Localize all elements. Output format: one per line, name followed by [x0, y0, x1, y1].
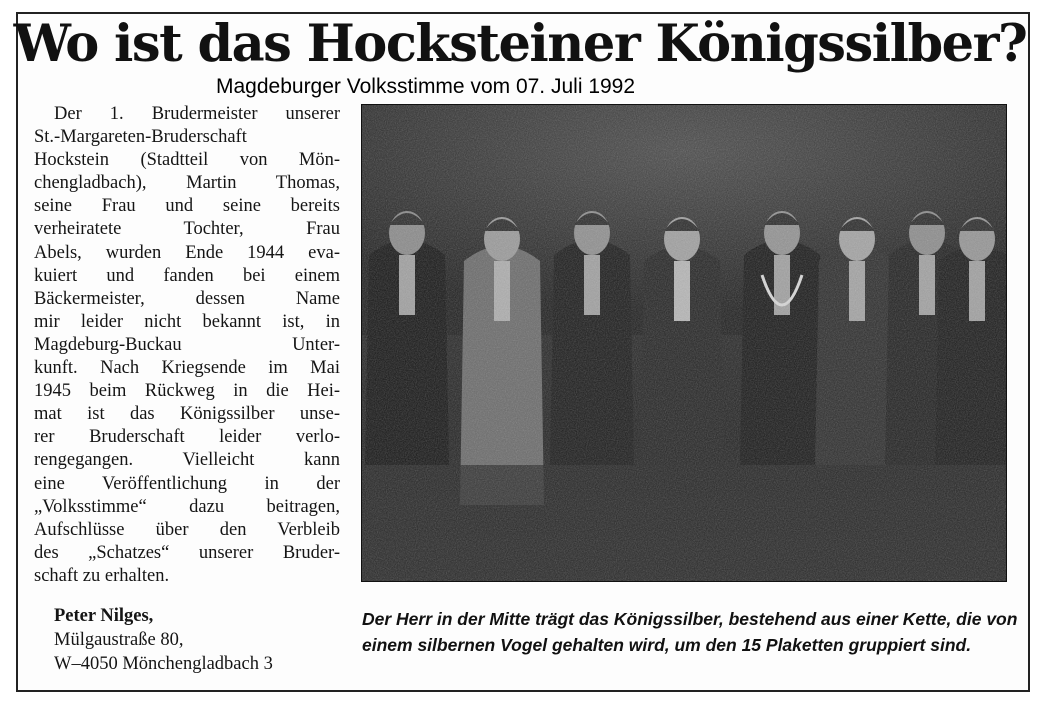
article-line: verheiratete Tochter, Frau	[34, 219, 340, 240]
article-body	[34, 103, 340, 588]
article-line: kunft. Nach Kriegsende im Mai	[34, 358, 340, 379]
article-line: rer Bruderschaft leider verlo-	[34, 427, 340, 448]
signature-block	[54, 604, 354, 676]
article-line: Bäckermeister, dessen Name	[34, 288, 340, 309]
article-line: Hockstein (Stadtteil von Mön-	[34, 150, 340, 171]
article-line: kuiert und fanden bei einem	[34, 265, 340, 286]
article-line: Der 1. Brudermeister unserer	[54, 104, 340, 124]
article-line: schaft zu erhalten.	[34, 565, 170, 586]
article-line: rengegangen. Vielleicht kann	[34, 450, 340, 471]
signature-city: W–4050 Mönchengladbach 3	[54, 654, 273, 674]
article-line: 1945 beim Rückweg in die Hei-	[34, 381, 340, 402]
article-line: chengladbach), Martin Thomas,	[34, 173, 340, 194]
article-line: eine Veröffentlichung in der	[34, 473, 340, 494]
article-line: Abels, wurden Ende 1944 eva-	[34, 242, 340, 263]
signature-name: Peter Nilges,	[54, 606, 154, 626]
article-paragraph	[34, 103, 340, 588]
article-line: Aufschlüsse über den Verbleib	[34, 519, 340, 540]
article-line: Magdeburg-Buckau Unter-	[34, 334, 340, 355]
group-photo	[361, 104, 1007, 582]
headline: Wo ist das Hocksteiner Königssilber?	[13, 14, 1027, 74]
signature-street: Mülgaustraße 80,	[54, 630, 184, 650]
article-line: mat ist das Königssilber unse-	[34, 404, 340, 425]
article-line: St.-Margareten-Bruderschaft	[34, 127, 247, 148]
article-line: seine Frau und seine bereits	[34, 196, 340, 217]
article-line: „Volksstimme“ dazu beitragen,	[34, 496, 340, 517]
source-note: Magdeburger Volksstimme vom 07. Juli 1992	[216, 75, 636, 98]
photo-caption: Der Herr in der Mitte trägt das Königssilber, bestehend aus einer Kette, die von einem silbernen Vogel gehalten wird, um den 15 Plaketten gruppiert sind.	[362, 609, 1018, 655]
article-line: des „Schatzes“ unserer Bruder-	[34, 542, 340, 563]
article-line: mir leider nicht bekannt ist, in	[34, 311, 340, 332]
